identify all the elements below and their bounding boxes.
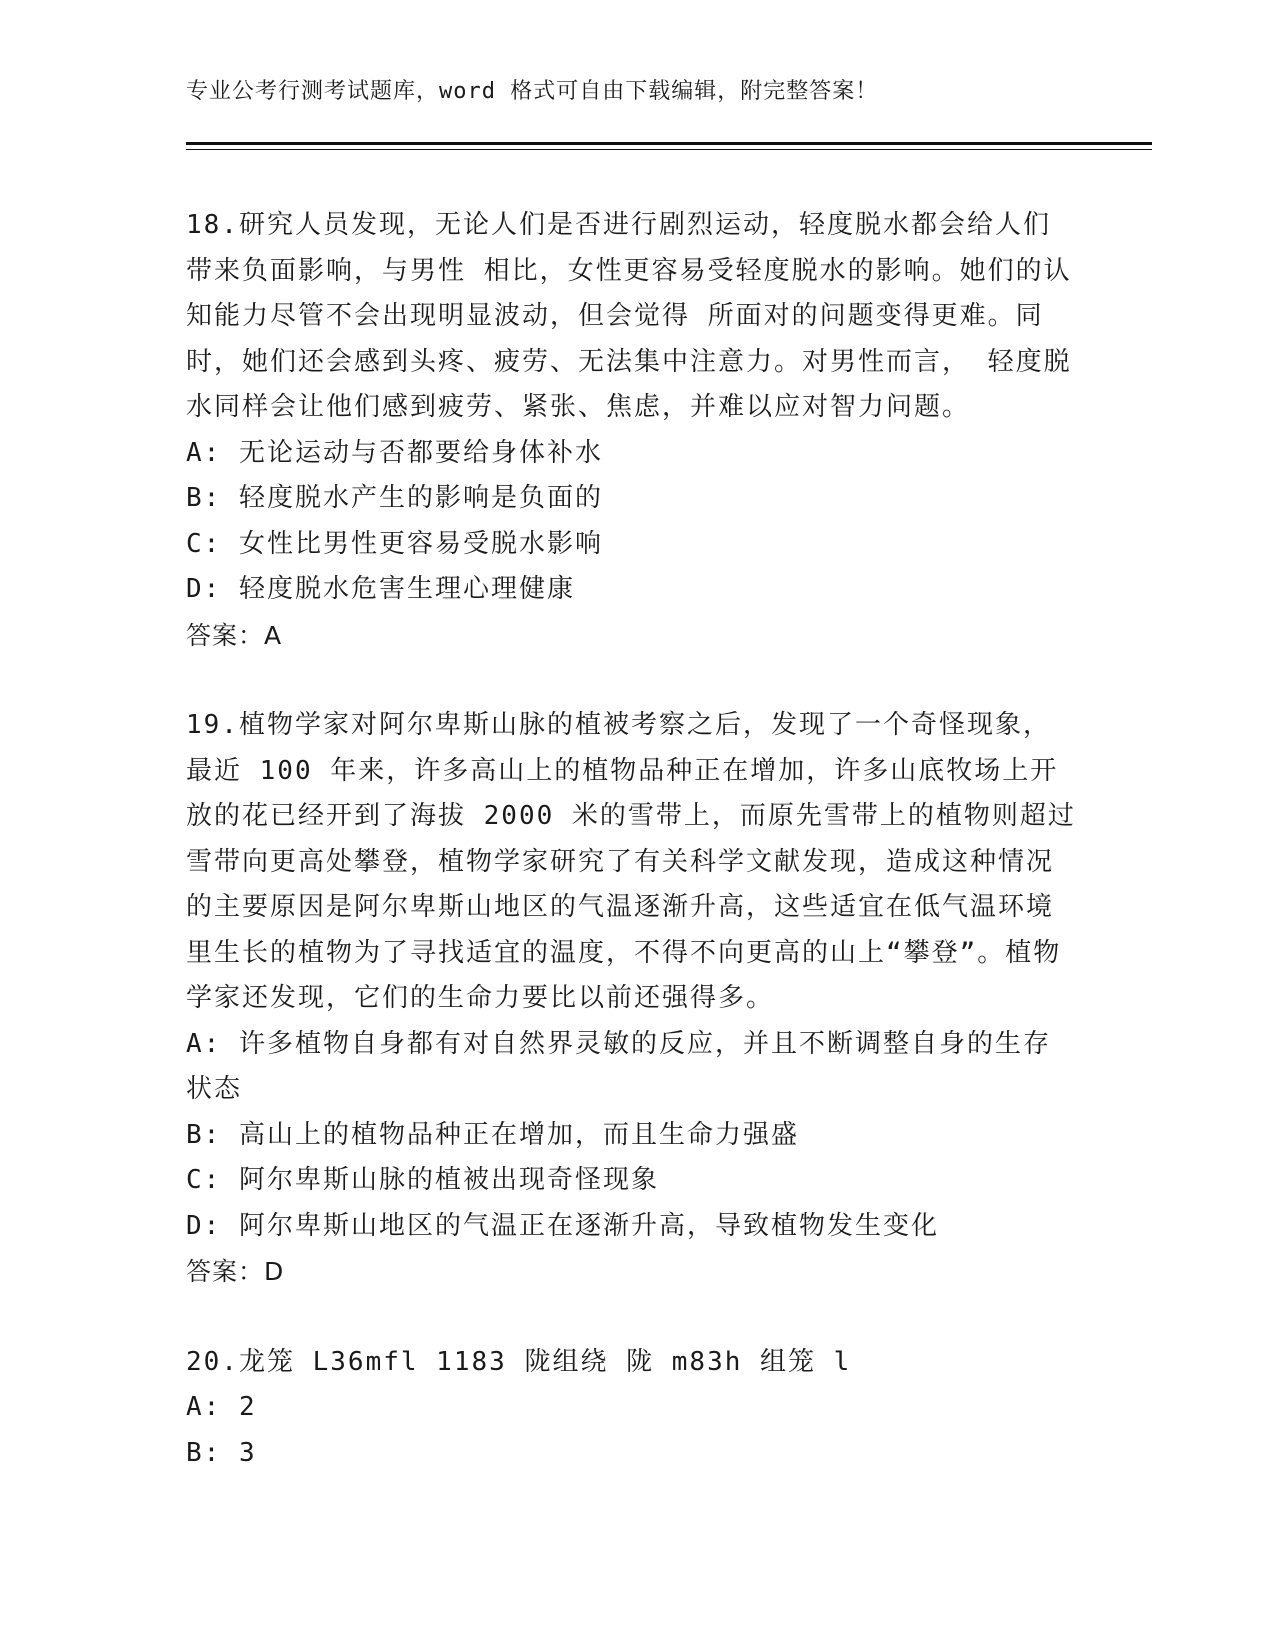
option-text: 阿尔卑斯山脉的植被出现奇怪现象 [238, 1165, 659, 1195]
option-d [186, 567, 1076, 613]
option-text: 3 [238, 1437, 257, 1468]
option-b [186, 1431, 1076, 1477]
option-b [186, 1113, 1076, 1159]
option-label: A: [186, 437, 222, 468]
answer-label: 答案： [186, 1257, 265, 1286]
option-c [186, 1158, 1076, 1204]
option-label: B: [186, 483, 222, 513]
option-a [186, 431, 1076, 477]
option-label: B: [186, 1437, 222, 1468]
answer-value: D [264, 1257, 285, 1286]
question-stem: 18.研究人员发现，无论人们是否进行剧烈运动，轻度脱水都会给人们带来负面影响，与男性 相比，女性更容易受轻度脱水的影响。她们的认知能力尽管不会出现明显波动，但会觉得 所面对的问题变得更难。同时，她们还会感到头疼、疲劳、无法集中注意力。对男性而言， 轻度脱水同样会让他们感到疲劳、紧张、焦虑，并难以应对智力问题。 [186, 210, 1072, 422]
header-rule-thin [186, 149, 1152, 150]
option-c [186, 522, 1076, 568]
option-label: B: [186, 1119, 222, 1150]
option-a [186, 1022, 1076, 1113]
question-20 [186, 1340, 1076, 1477]
option-d [186, 1204, 1076, 1250]
question-stem: 20.龙笼 L36mfl 1183 陇组绕 陇 m83h 组笼 l [186, 1346, 852, 1377]
option-label: D: [186, 574, 222, 604]
option-label: C: [186, 1165, 222, 1195]
answer-line [186, 1249, 1076, 1295]
option-label: A: [186, 1392, 222, 1422]
question-list [186, 203, 1076, 1521]
option-text: 无论运动与否都要给身体补水 [238, 437, 603, 468]
option-text: 许多植物自身都有对自然界灵敏的反应，并且不断调整自身的生存状态 [186, 1028, 1051, 1104]
option-text: 高山上的植物品种正在增加，而且生命力强盛 [238, 1119, 799, 1150]
option-text: 阿尔卑斯山地区的气温正在逐渐升高，导致植物发生变化 [238, 1210, 939, 1241]
option-label: C: [186, 528, 222, 559]
question-19 [186, 703, 1076, 1295]
option-label: A: [186, 1028, 222, 1059]
page-header: 专业公考行测考试题库，word 格式可自由下载编辑，附完整答案！ [186, 79, 879, 104]
header-rule-thick [186, 142, 1152, 145]
question-18 [186, 203, 1076, 658]
option-label: D: [186, 1210, 222, 1241]
option-a [186, 1385, 1076, 1431]
option-b [186, 476, 1076, 522]
answer-line [186, 613, 1076, 659]
option-text: 女性比男性更容易受脱水影响 [238, 528, 603, 559]
option-text: 轻度脱水危害生理心理健康 [238, 574, 575, 604]
question-stem: 19.植物学家对阿尔卑斯山脉的植被考察之后，发现了一个奇怪现象，最近 100 年来，许多高山上的植物品种正在增加，许多山底牧场上开放的花已经开到了海拔 2000 米的雪带上，而原先雪带上的植物则超过雪带向更高处攀登，植物学家研究了有关科学文献发现，造成这种情况的主要原因是阿尔卑斯山地区的气温逐渐升高，这些适宜在低气温环境里生长的植物为了寻找适宜的温度，不得不向更高的山上“攀登”。植物学家还发现，它们的生命力要比以前还强得多。 [186, 710, 1076, 1013]
answer-label: 答案： [186, 620, 265, 650]
option-text: 2 [238, 1392, 257, 1422]
option-text: 轻度脱水产生的影响是负面的 [238, 483, 603, 513]
answer-value: A [264, 620, 283, 650]
